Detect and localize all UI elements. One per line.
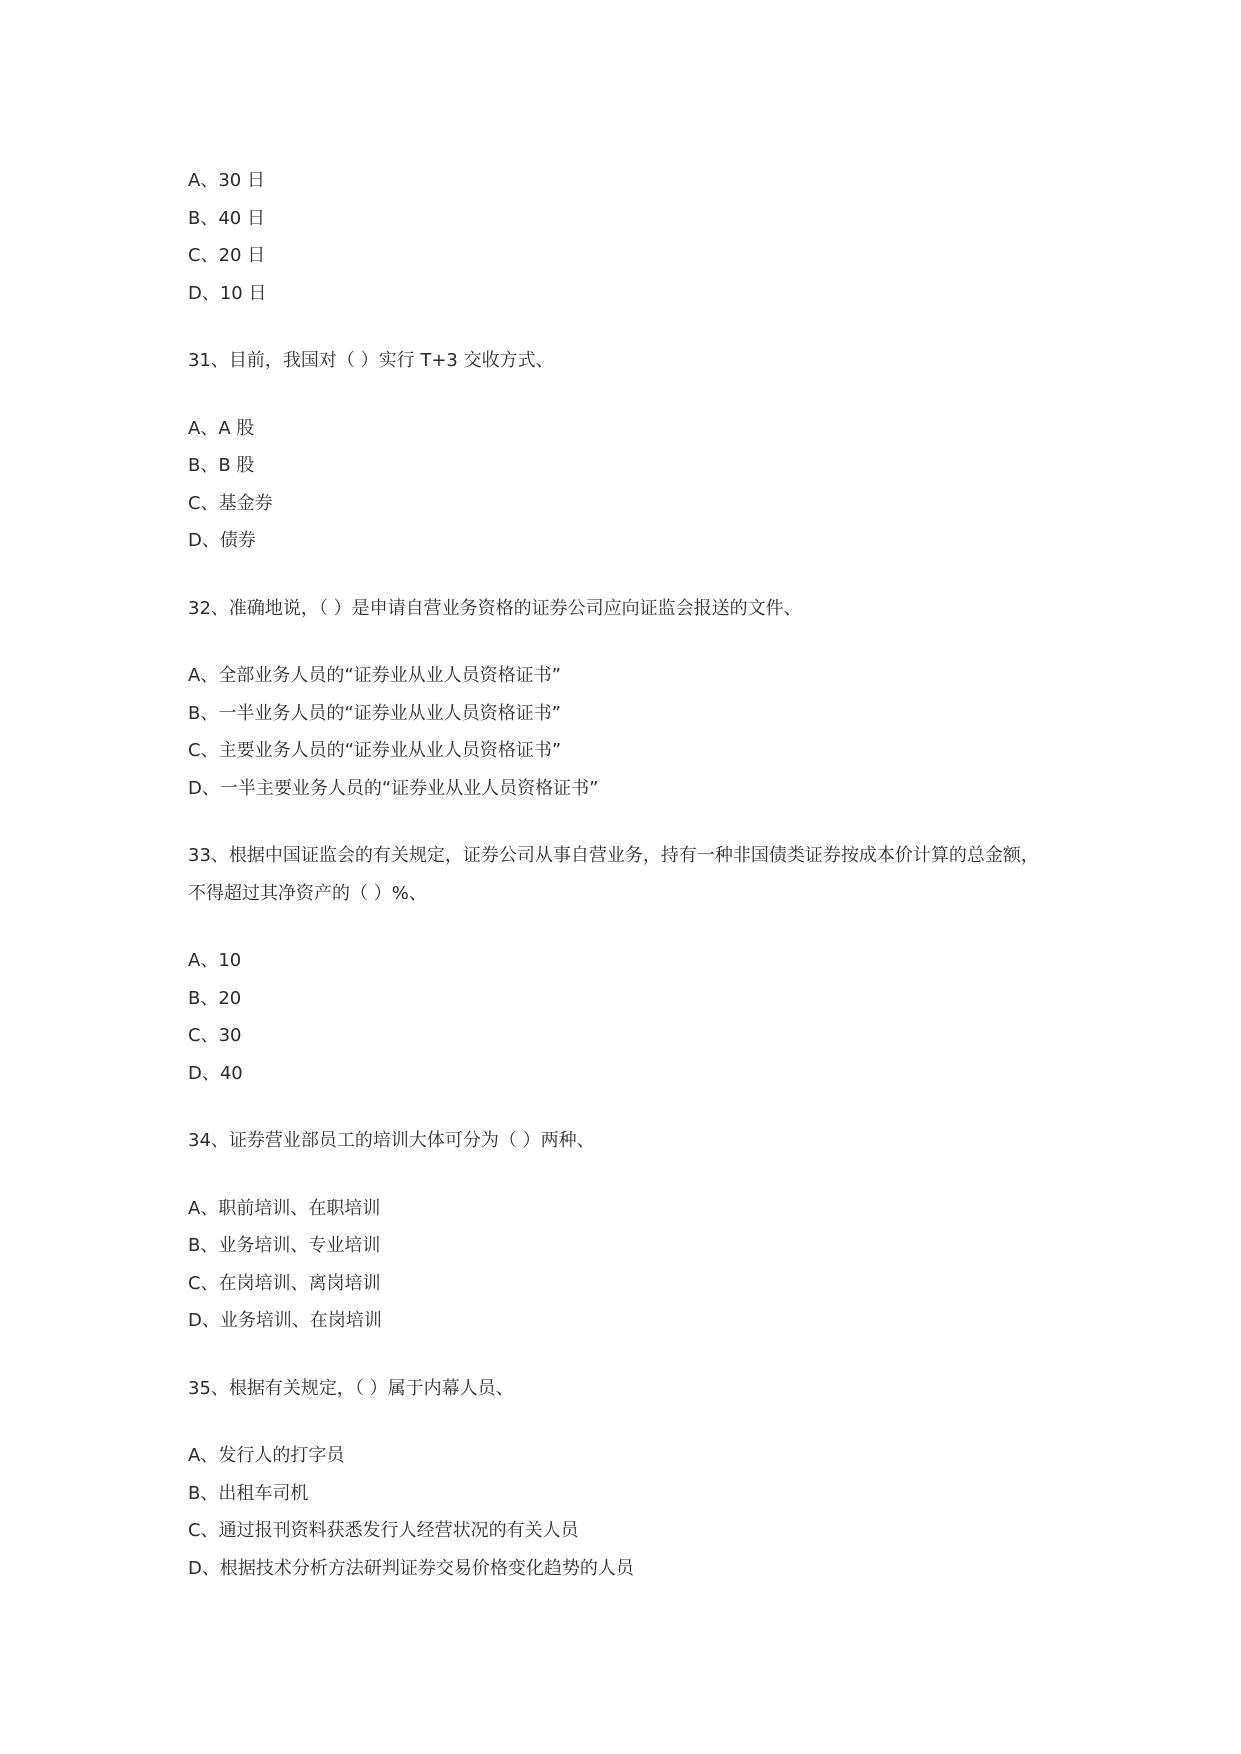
- option-d: D、一半主要业务人员的“证券业从业人员资格证书”: [188, 777, 599, 799]
- option-group: [188, 410, 1088, 560]
- option-group: [188, 162, 1088, 312]
- option-c: C、20 日: [188, 245, 266, 266]
- option-group: [188, 1437, 1088, 1587]
- question-34: [188, 1122, 1088, 1160]
- option-group: [188, 1190, 1088, 1340]
- question-35: [188, 1370, 1088, 1408]
- option-d: D、根据技术分析方法研判证券交易价格变化趋势的人员: [188, 1557, 634, 1579]
- option-b: B、40 日: [188, 207, 265, 229]
- option-d: D、10 日: [188, 282, 267, 304]
- option-a: A、发行人的打字员: [188, 1445, 345, 1466]
- question-33: [188, 837, 1088, 912]
- option-c: C、主要业务人员的“证券业从业人员资格证书”: [188, 740, 562, 761]
- option-b: B、出租车司机: [188, 1482, 309, 1504]
- option-b: B、B 股: [188, 455, 255, 476]
- question-text: 31、目前，我国对（ ）实行 T+3 交收方式、: [188, 350, 554, 371]
- option-c: C、基金券: [188, 492, 273, 514]
- question-text-line-1: 33、根据中国证监会的有关规定，证券公司从事自营业务，持有一种非国债类证券按成本价计算的总金额，: [188, 845, 1039, 866]
- option-group: [188, 657, 1088, 807]
- option-a: A、全部业务人员的“证券业从业人员资格证书”: [188, 665, 561, 686]
- option-a: A、职前培训、在职培训: [188, 1197, 381, 1219]
- option-c: C、30: [188, 1025, 242, 1046]
- option-b: B、一半业务人员的“证券业从业人员资格证书”: [188, 702, 561, 724]
- question-text: 32、准确地说，（ ）是申请自营业务资格的证券公司应向证监会报送的文件、: [188, 597, 802, 619]
- question-text: 34、证券营业部员工的培训大体可分为（ ）两种、: [188, 1130, 595, 1151]
- option-a: A、A 股: [188, 417, 255, 439]
- option-b: B、20: [188, 987, 242, 1009]
- option-group: [188, 942, 1088, 1092]
- option-a: A、10: [188, 950, 242, 971]
- question-text-line-2: 不得超过其净资产的（ ）%、: [188, 882, 427, 904]
- question-text: 35、根据有关规定，（ ）属于内幕人员、: [188, 1377, 514, 1399]
- option-b: B、业务培训、专业培训: [188, 1235, 381, 1256]
- question-31: [188, 342, 1088, 380]
- option-a: A、30 日: [188, 170, 265, 191]
- option-c: C、在岗培训、离岗培训: [188, 1272, 381, 1294]
- question-list: [188, 162, 1088, 1587]
- option-c: C、通过报刊资料获悉发行人经营状况的有关人员: [188, 1520, 579, 1541]
- option-d: D、债券: [188, 530, 256, 551]
- question-32: [188, 590, 1088, 628]
- option-d: D、40: [188, 1062, 243, 1084]
- option-d: D、业务培训、在岗培训: [188, 1310, 382, 1331]
